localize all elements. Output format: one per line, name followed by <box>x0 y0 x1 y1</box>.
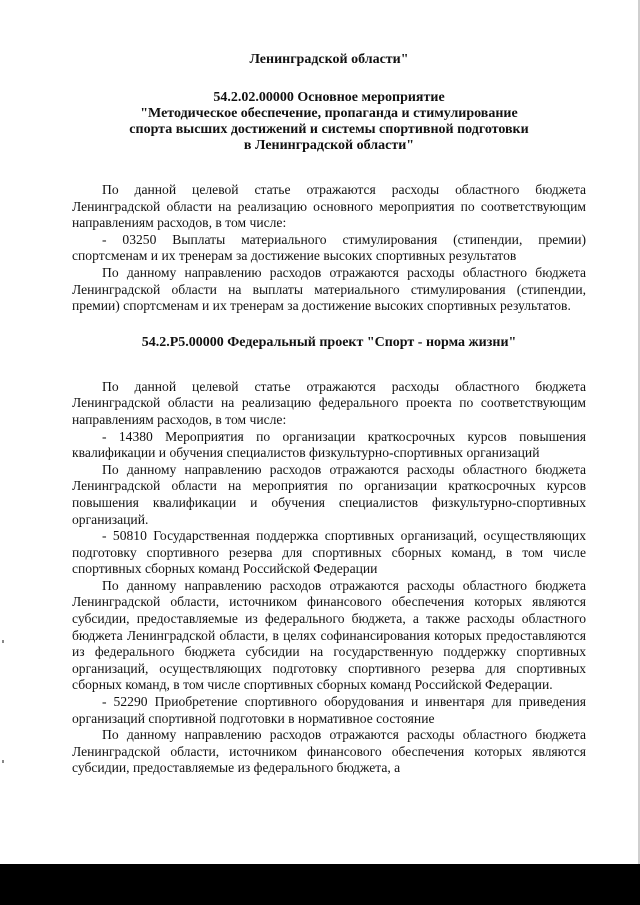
scan-speck <box>2 640 4 643</box>
body-paragraph: По данному направлению расходов отражаются расходы областного бюджета Ленинградской области, источником финансового обеспечения которых являются субсидии, предоставляемые из федерального бюджета, а <box>72 727 586 776</box>
expense-item-14380: - 14380 Мероприятия по организации краткосрочных курсов повышения квалификации и обучения специалистов физкультурно-спортивных организаций <box>72 428 586 461</box>
section-heading-54-2-p5: 54.2.P5.00000 Федеральный проект "Спорт - норма жизни" <box>141 334 517 350</box>
body-paragraph: По данному направлению расходов отражаются расходы областного бюджета Ленинградской области, источником финансового обеспечения которых являются субсидии, предоставляемые из федерального бюджета, а также расходы областного бюджета Ленинградской области, в целях софинансирования которых предоставляются из федерального бюджета субсидии на государственную поддержку спортивных организаций, осуществляющих подготовку спортивного резерва для спортивных сборных команд, в том числе спортивных сборных команд Российской Федерации. <box>72 577 586 693</box>
body-paragraph: По данной целевой статье отражаются расходы областного бюджета Ленинградской области на реализацию основного мероприятия по соответствующим направлениям расходов, в том числе: <box>72 182 586 231</box>
body-paragraph: По данной целевой статье отражаются расходы областного бюджета Ленинградской области на реализацию федерального проекта по соответствующим направлениям расходов, в том числе: <box>72 378 586 427</box>
section-heading-line: в Ленинградской области" <box>243 138 415 153</box>
document-body <box>72 52 586 777</box>
expense-item-03250: - 03250 Выплаты материального стимулирования (стипендии, премии) спортсменам и их тренерам за достижение высоких спортивных результатов <box>72 231 586 264</box>
section-heading-54-2-02 <box>72 90 586 154</box>
section-heading-line: "Методическое обеспечение, пропаганда и стимулирование <box>140 106 518 121</box>
continued-heading: Ленинградской области" <box>249 52 409 67</box>
body-paragraph: По данному направлению расходов отражаются расходы областного бюджета Ленинградской области на выплаты материального стимулирования (стипендии, премии) спортсменам и их тренерам за достижение высоких спортивных результатов. <box>72 264 586 314</box>
section-heading-line: 54.2.02.00000 Основное мероприятие <box>213 90 445 105</box>
section-heading-line: спорта высших достижений и системы спортивной подготовки <box>129 122 529 137</box>
expense-item-50810: - 50810 Государственная поддержка спортивных организаций, осуществляющих подготовку спортивного резерва для спортивных сборных команд, в том числе спортивных сборных команд Российской Федерации <box>72 528 586 577</box>
scan-bottom-border <box>0 864 640 905</box>
body-paragraph: По данному направлению расходов отражаются расходы областного бюджета Ленинградской области на мероприятия по организации краткосрочных курсов повышения квалификации и обучения специалистов физкультурно-спортивных организаций. <box>72 461 586 527</box>
scan-speck <box>2 760 4 763</box>
expense-item-52290: - 52290 Приобретение спортивного оборудования и инвентаря для приведения организаций спортивной подготовки в нормативное состояние <box>72 694 586 726</box>
spacer <box>72 315 586 335</box>
